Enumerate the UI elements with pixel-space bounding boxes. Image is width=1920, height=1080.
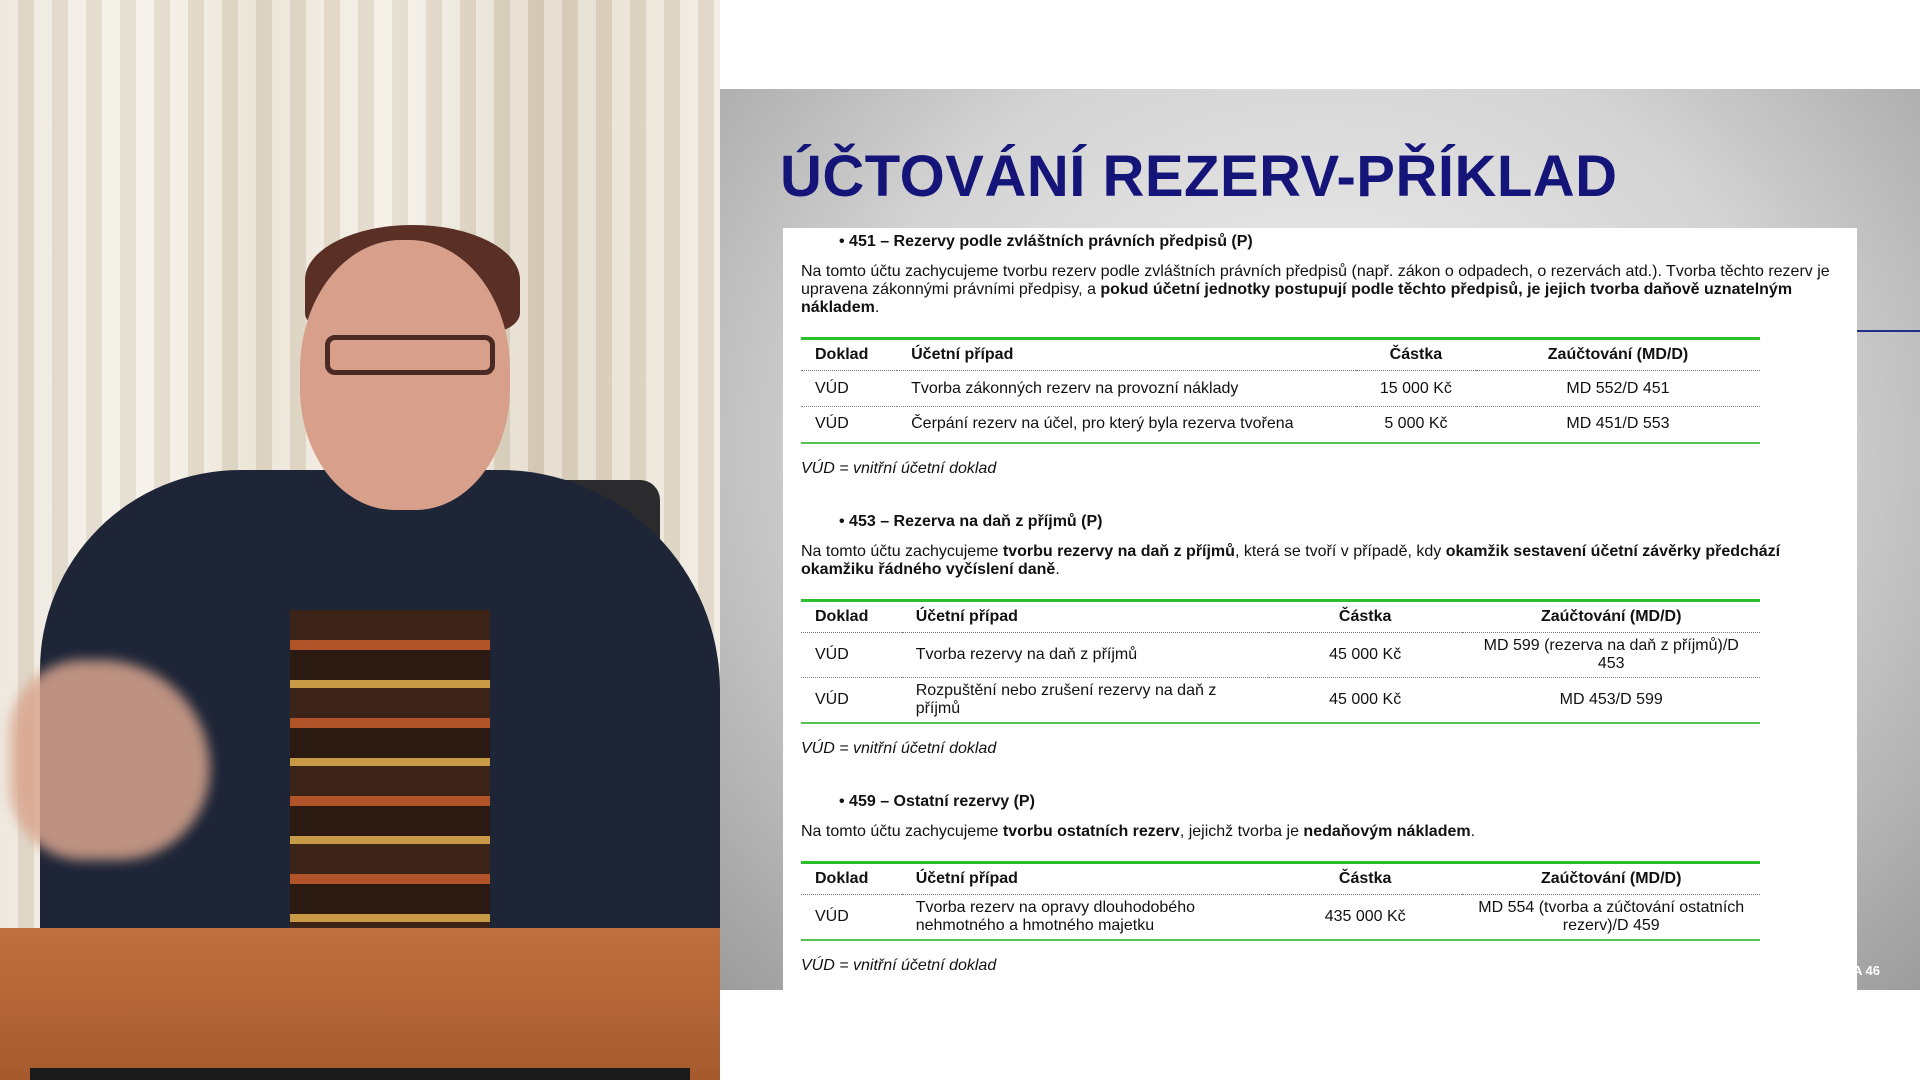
table-cell: Tvorba rezervy na daň z příjmů [902, 632, 1268, 677]
paragraph-run: . [874, 299, 880, 316]
slide [720, 89, 1920, 990]
posting-table [801, 337, 1760, 444]
section-heading-text: 453 – Rezerva na daň z příjmů (P) [849, 512, 1103, 530]
paragraph-run: tvorbu rezervy na daň z příjmů [1002, 542, 1235, 560]
table-cell: MD 552/D 451 [1476, 371, 1760, 407]
table-cell: VÚD [801, 371, 897, 407]
keyboard [30, 1068, 690, 1080]
table-cell: 435 000 Kč [1324, 907, 1406, 925]
section-heading-text: 451 – Rezervy podle zvláštních právních předpisů (P) [849, 233, 1253, 250]
table-cell: MD 599 (rezerva na daň z příjmů)/D 453 [1462, 632, 1760, 677]
table-cell: VÚD [801, 632, 902, 677]
table-cell: 15 000 Kč [1356, 371, 1476, 407]
table-cell: Tvorba zákonných rezerv na provozní náklady [897, 371, 1356, 407]
section-heading: • 459 – Ostatní rezervy (P) [839, 792, 1035, 810]
column-header: Doklad [801, 862, 902, 894]
table-row [801, 894, 1760, 940]
desk [0, 928, 720, 1080]
table-cell: MD 451/D 553 [1566, 415, 1670, 433]
section-paragraph [801, 263, 1839, 317]
column-header: Doklad [801, 339, 897, 371]
section-heading-text: 459 – Ostatní rezervy (P) [849, 792, 1035, 810]
spacer [801, 480, 1839, 508]
posting-table [801, 599, 1760, 724]
paragraph-run: Na tomto účtu zachycujeme tvorbu rezerv podle zvláštních právních předpisů (např. zákon o odpadech, o rezervách atd.). Tvorba těchto rezerv je upravena zákonnými právními předpisy, a [801, 263, 1830, 298]
posting-table [801, 861, 1760, 941]
spacer [801, 760, 1839, 788]
table-cell: 45 000 Kč [1268, 632, 1463, 677]
column-header: Účetní případ [902, 600, 1268, 632]
table-note: VÚD = vnitřní účetní doklad [801, 459, 997, 477]
table-header-row [801, 862, 1760, 894]
table-cell: VÚD [815, 690, 849, 708]
paragraph-run: Na tomto účtu zachycujeme [801, 542, 1003, 560]
table-cell: 5 000 Kč [1384, 415, 1448, 433]
column-header: Účetní případ [897, 339, 1356, 371]
column-header: Zaúčtování (MD/D) [1462, 600, 1760, 632]
table-row [801, 677, 1760, 723]
paragraph-run: . [1470, 822, 1476, 840]
table-cell: MD 554 (tvorba a zúčtování ostatních rezerv)/D 459 [1478, 898, 1745, 934]
paragraph-run: nedaňovým nákladem [1303, 822, 1471, 840]
column-header: Částka [1356, 339, 1476, 371]
table-row [801, 632, 1760, 677]
table-note: VÚD = vnitřní účetní doklad [801, 956, 997, 974]
slide-title: ÚČTOVÁNÍ REZERV-PŘÍKLAD [780, 144, 1618, 209]
section-paragraph [801, 823, 1839, 841]
paragraph-run: Na tomto účtu zachycujeme [801, 822, 1003, 840]
presenter-glasses [325, 335, 495, 375]
paragraph-run: tvorbu ostatních rezerv [1002, 822, 1180, 840]
section-heading: • 451 – Rezervy podle zvláštních právních předpisů (P) [839, 233, 1253, 250]
paragraph-run: , jejichž tvorba je [1179, 822, 1304, 840]
paragraph-run: , která se tvoří v případě, kdy [1234, 542, 1446, 560]
table-cell: VÚD [815, 907, 849, 925]
presenter-face [300, 240, 510, 510]
table-row [801, 371, 1760, 407]
paragraph-run: okamžik sestavení účetní závěrky předchází okamžiku řádného vyčíslení daně [801, 542, 1781, 578]
table-cell: MD 453/D 599 [1559, 690, 1663, 708]
column-header: Zaúčtování (MD/D) [1462, 862, 1760, 894]
column-header: Účetní případ [902, 862, 1268, 894]
table-cell: VÚD [815, 415, 849, 433]
table-header-row [801, 600, 1760, 632]
table-cell: 45 000 Kč [1329, 690, 1402, 708]
paragraph-run: . [1055, 560, 1060, 578]
table-cell: Čerpání rezerv na účel, pro který byla rezerva tvořena [911, 415, 1294, 433]
section-paragraph [801, 543, 1839, 579]
column-header: Zaúčtování (MD/D) [1476, 339, 1760, 371]
column-header: Částka [1268, 862, 1463, 894]
column-header: Částka [1268, 600, 1463, 632]
table-cell: Tvorba rezerv na opravy dlouhodobého nehmotného a hmotného majetku [915, 898, 1195, 934]
title-underline [1857, 330, 1920, 332]
table-row [801, 407, 1760, 443]
table-cell: Rozpuštění nebo zrušení rezervy na daň z příjmů [915, 681, 1217, 717]
page-number: A 46 [1853, 963, 1880, 978]
table-note: VÚD = vnitřní účetní doklad [801, 739, 997, 757]
paragraph-run: pokud účetní jednotky postupují podle těchto předpisů, je jejich tvorba daňově uznatelným nákladem [801, 281, 1793, 316]
column-header: Doklad [801, 600, 902, 632]
presenter-video [0, 0, 720, 1080]
section-heading: • 453 – Rezerva na daň z příjmů (P) [839, 512, 1103, 530]
table-header-row [801, 339, 1760, 371]
slide-content [783, 228, 1857, 1064]
